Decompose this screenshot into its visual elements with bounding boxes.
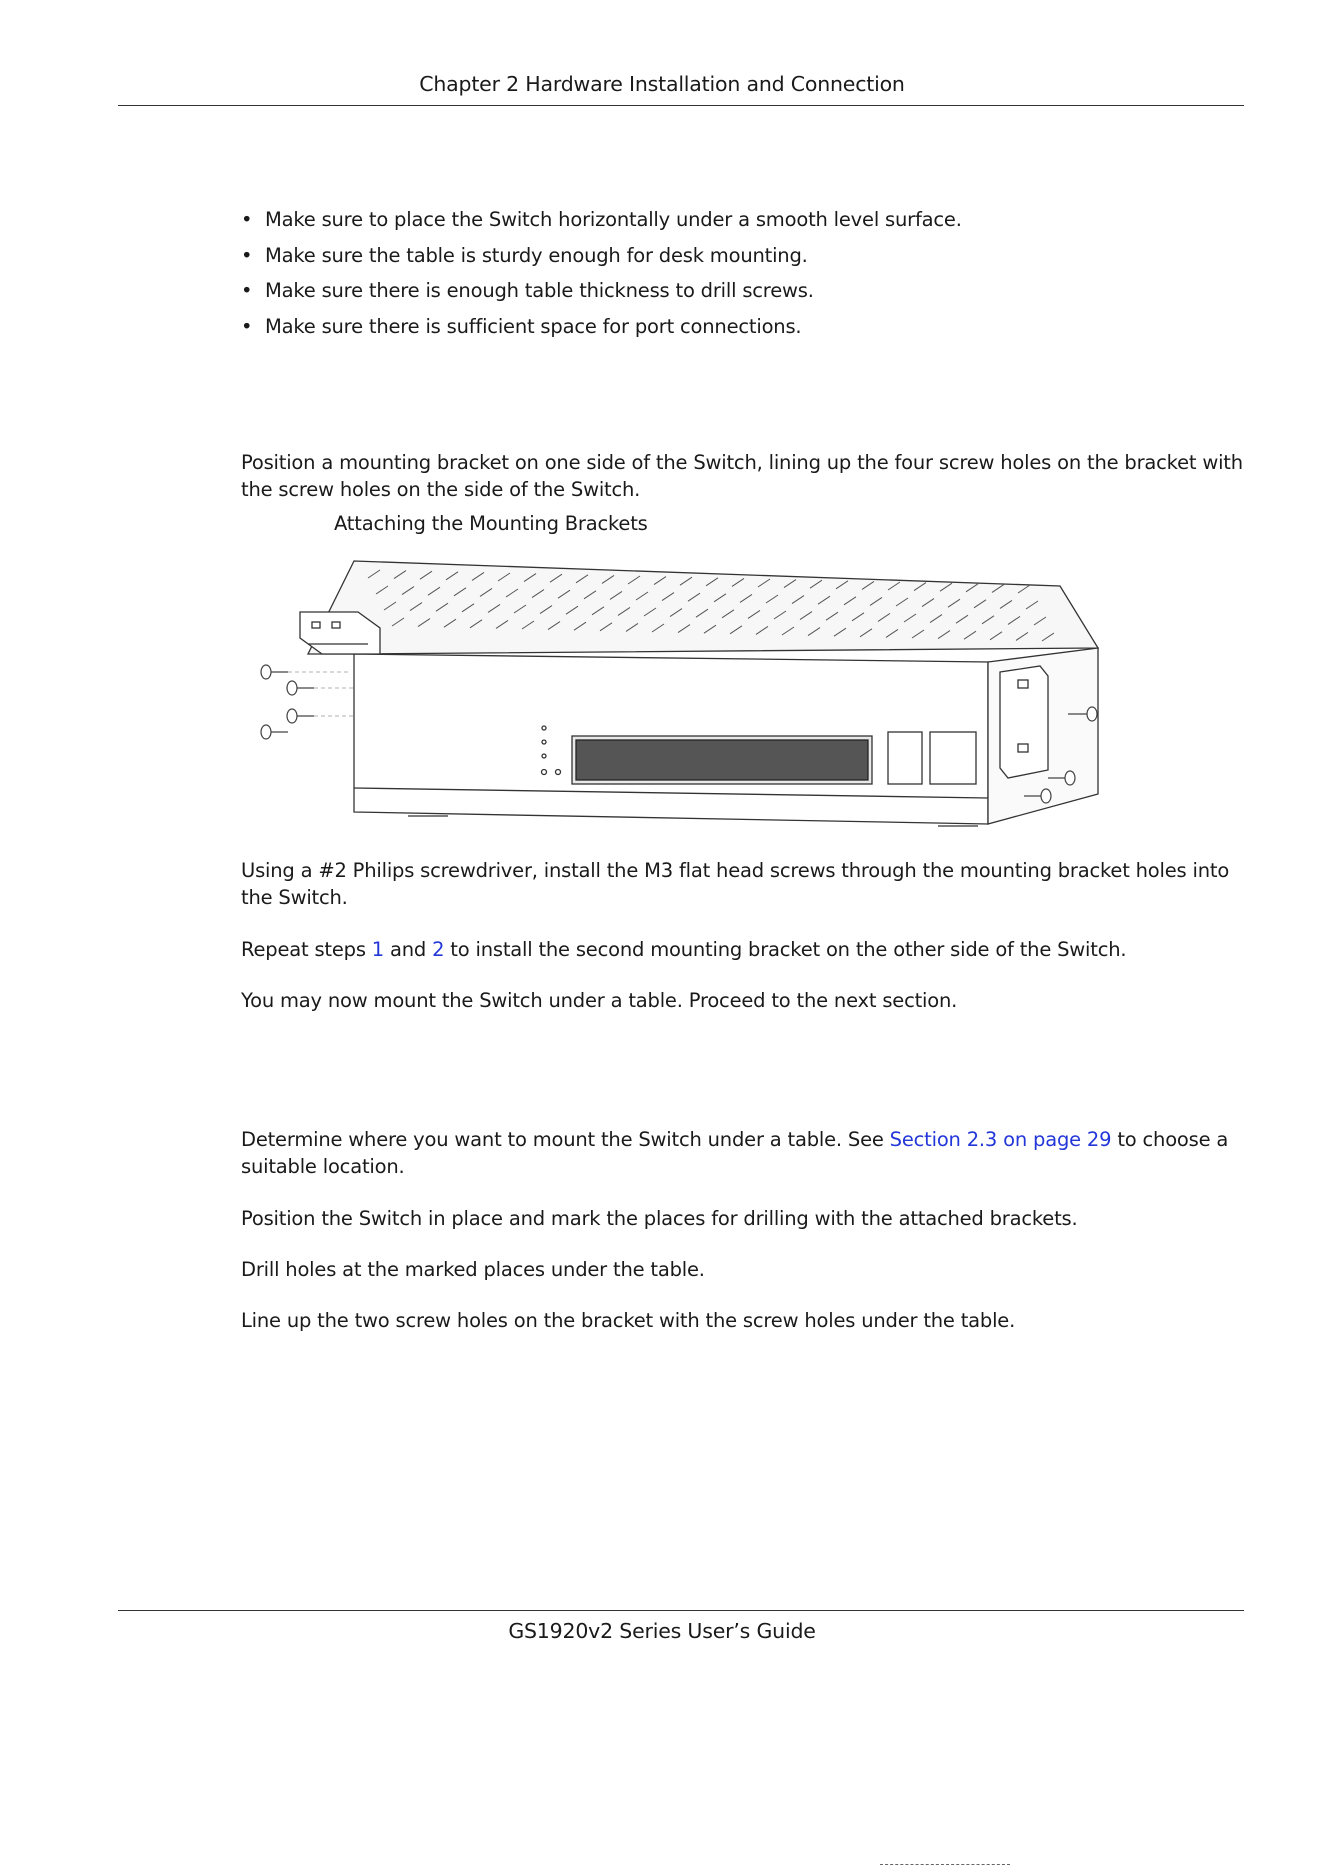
page-edge-marks	[880, 1864, 1010, 1867]
mount-step-3: Drill holes at the marked places under the table.	[241, 1258, 705, 1281]
step-2-link[interactable]: 2	[432, 938, 445, 961]
attach-step-3	[241, 936, 1247, 963]
step-text: and	[384, 938, 433, 961]
step-text: to choose a suitable location.	[241, 1128, 1229, 1178]
step-text: Repeat steps	[241, 938, 372, 961]
step-text: Determine where you want to mount the Switch under a table. See	[241, 1128, 890, 1151]
requirements-list	[241, 207, 962, 349]
chapter-header: Chapter 2 Hardware Installation and Connection	[419, 72, 905, 96]
right-bracket	[1000, 666, 1048, 778]
figure-title: Attaching the Mounting Brackets	[334, 512, 648, 535]
step-text: to install the second mounting bracket on the other side of the Switch.	[444, 938, 1127, 961]
attach-step-1: Position a mounting bracket on one side of the Switch, lining up the four screw holes on the bracket with the screw holes on the side of the Switch.	[241, 451, 1243, 501]
mount-step-4: Line up the two screw holes on the bracket with the screw holes under the table.	[241, 1309, 1016, 1332]
list-item: • Make sure there is enough table thickness to drill screws.	[241, 278, 962, 314]
list-item: • Make sure there is sufficient space for port connections.	[241, 314, 962, 350]
attach-step-2: Using a #2 Philips screwdriver, install the M3 flat head screws through the mounting bracket holes into the Switch.	[241, 859, 1230, 909]
list-item: • Make sure the table is sturdy enough for desk mounting.	[241, 243, 962, 279]
step-1-link[interactable]: 1	[371, 938, 384, 961]
guide-footer: GS1920v2 Series User’s Guide	[508, 1619, 816, 1643]
mount-step-2: Position the Switch in place and mark the places for drilling with the attached brackets.	[241, 1207, 1078, 1230]
footer-rule	[118, 1610, 1244, 1611]
rj45-port	[888, 732, 922, 784]
attach-step-4: You may now mount the Switch under a table. Proceed to the next section.	[241, 989, 958, 1012]
mount-step-1	[241, 1126, 1247, 1180]
section-link[interactable]: Section 2.3 on page 29	[889, 1128, 1112, 1151]
console-port	[930, 732, 976, 784]
list-item: • Make sure to place the Switch horizontally under a smooth level surface.	[241, 207, 962, 243]
switch-mounting-figure	[248, 548, 1122, 836]
header-rule	[118, 105, 1244, 106]
